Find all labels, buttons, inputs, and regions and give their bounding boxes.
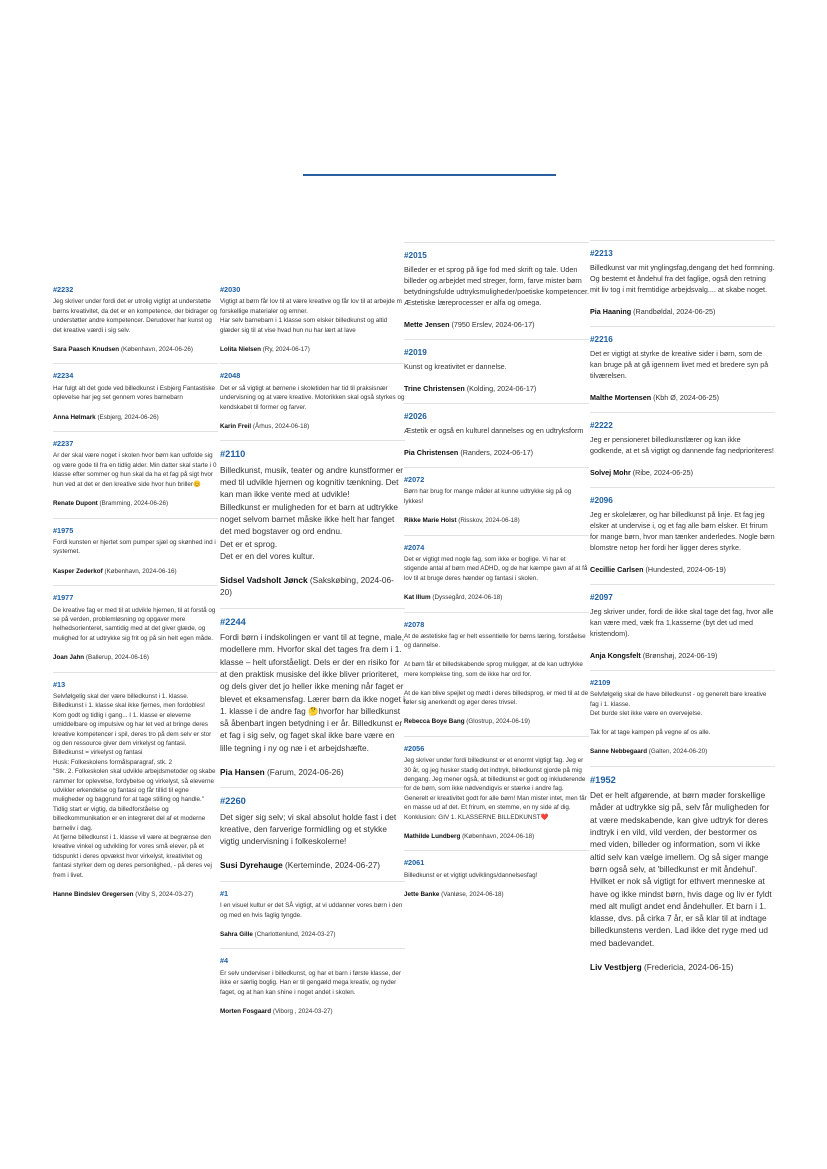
signature-entry (404, 612, 589, 727)
signer-location-date: (Kbh Ø, 2024-06-25) (651, 393, 720, 402)
entry-number: #2213 (590, 249, 613, 258)
column-4 (590, 240, 775, 982)
signature-entry (404, 467, 589, 526)
entry-signature (404, 593, 589, 602)
entry-number: #2260 (220, 796, 246, 807)
signer-name: Pia Haaning (590, 307, 632, 316)
entry-comment: At de æstetiske fag er helt essentielle for børns læring, forståelse og dannelse. At børn får et billedskabende sprog muliggør, at de kan udtrykke mere komplekse ting, som de ikke har ord for. At de kan blive spejlet og mødt i deres billedsprog, er med til at de føler sig anerkendt og øger deres trivsel. (404, 633, 589, 706)
entry-number: #2061 (404, 858, 425, 868)
entry-number: #2096 (590, 496, 613, 505)
entry-comment: Kunst og kreativitet er dannelse. (404, 362, 507, 371)
entry-number: #1977 (53, 593, 74, 603)
signer-name: Sanne Nebbegaard (590, 748, 648, 756)
entry-comment: Billedkunst var mit ynglingsfag,dengang det hed formning. Og bestemt et åndehul fra det faglige, også den retning mit liv tog i mit fremtidige arbejdsvalg.... at skabe noget. (590, 263, 775, 294)
entry-signature (404, 383, 589, 394)
signer-name: Jette Banke (404, 891, 440, 899)
signer-location-date: (Randbøldal, 2024-06-25) (631, 307, 716, 316)
entry-comment: Jeg er skolelærer, og har billedkunst på linje. Et fag jeg elsker at undervise i, og et fag alle børn elsker. Et frirum for mange børn, hvor man tænker anderledes. Nogle børn blomstre netop her fordi her ligger deres styrke. (590, 510, 775, 552)
column-2 (220, 278, 405, 1025)
signature-entry (590, 240, 775, 317)
entry-number: #2026 (404, 412, 427, 421)
entry-signature (404, 832, 589, 841)
entry-signature (53, 499, 218, 508)
entry-signature (590, 306, 775, 317)
signer-location-date: (Dyssegård, 2024-06-18) (430, 594, 503, 602)
entry-number: #13 (53, 679, 66, 689)
entry-number: #2056 (404, 743, 425, 753)
entry-signature (220, 1007, 405, 1016)
signer-name: Rebecca Boye Bang (404, 718, 465, 726)
entry-comment: Børn har brug for mange måder at kunne udtrykke sig på og lykkes! (404, 488, 572, 505)
signature-entry (53, 363, 218, 422)
signer-location-date: (København, 2024-06-26) (119, 346, 194, 354)
entry-signature (220, 930, 405, 939)
entry-number: #2237 (53, 439, 74, 449)
signer-location-date: (Glostrup, 2024-06-19) (464, 718, 530, 726)
signature-entry (590, 487, 775, 575)
signer-location-date: (Århus, 2024-06-18) (251, 423, 310, 431)
signer-name: Karin Freil (220, 423, 252, 431)
signer-location-date: (København, 2024-06-16) (102, 567, 177, 575)
signature-entry (590, 766, 775, 973)
entry-number: #2078 (404, 619, 425, 629)
entry-comment: Det er helt afgørende, at børn møder forskellige måder at udtrykke sig på, selv får muligheden for at være medskabende, kan give udtryk for deres indtryk i en vild, vild verden, der bestormer os med viden, billeder og information, som vi ikke altid selv kan vælge imellem. Og så siger mange børn også selv, at 'billedkunst er mit åndehul'. Hvilket er nok så vigtigt for ethvert menneske at have og ikke mindst børn, hvis dage og liv er fyldt med alt muligt andet end åndehuller. Et barn i 1. klasse, dvs. på cirka 7 år, er så klar til at indtage billedkunstens verden. Lad ikke det ryge med ud med badevandet. (590, 790, 772, 948)
signer-location-date: (Sakskøbing, 2024-06-20) (220, 575, 394, 598)
entry-signature (53, 413, 218, 422)
signer-name: Sidsel Vadsholt Jønck (220, 575, 308, 586)
entry-comment: Det er vigtigt med nogle fag, som ikke er boglige. Vi har et stigende antal af børn med ADHD, og de har kæmpe gavn af at få lov til at bruge deres hænder og fantasi i skolen. (404, 556, 588, 582)
signer-name: Anna Hølmark (53, 413, 96, 421)
entry-number: #2048 (220, 371, 241, 381)
signer-location-date: (Farum, 2024-06-26) (264, 767, 344, 777)
signature-entry (404, 403, 589, 458)
signature-entry (53, 431, 218, 508)
entry-number: #2109 (590, 678, 611, 687)
column-1 (53, 278, 218, 909)
signer-location-date: (Esbjerg, 2024-06-26) (95, 413, 159, 421)
entry-signature (53, 653, 218, 662)
entry-number: #2015 (404, 251, 427, 260)
signer-name: Sahra Gille (220, 931, 253, 938)
signer-location-date: (7950 Erslev, 2024-06-17) (449, 320, 535, 329)
signer-name: Pia Hansen (220, 767, 265, 777)
entry-signature (220, 574, 405, 599)
entry-comment: Billedkunst er et vigtigt udviklings/dannelsesfag! (404, 871, 538, 879)
entry-signature (590, 392, 775, 403)
signer-location-date: (Ribe, 2024-06-25) (630, 468, 694, 477)
signer-name: Pia Christensen (404, 448, 459, 457)
entry-signature (404, 447, 589, 458)
signer-location-date: (Galten, 2024-06-20) (647, 748, 708, 756)
signer-location-date: (Hundested, 2024-06-19) (643, 565, 726, 574)
signer-location-date: (Kerteminde, 2024-06-27) (282, 860, 381, 871)
entry-comment: Jeg skriver under fordi billedkunst er et enormt vigtigt fag. Jeg er 30 år, og jeg husker stadig det indtryk, billedkunst gjorde på mig dengang. Jeg mener også, at billedkunst er godt og inkluderende for de børn, som ikke nødvendigvis er stærke i andre fag. Generelt er kreativitet godt for alle børn! Man mister intet, men får en masse ud af det. Et frirum, en stemme, en ny side af dig. Konklusion: GIV 1. KLASSERNE BILLEDKUNST❤️ (404, 757, 587, 821)
entry-signature (404, 516, 589, 525)
entry-comment: Er selv underviser i billedkunst, og har et barn i første klasse, der ikke er særlig boglig. Han er til gengæld mega kreativ, og nyder faget, og at han kan shine i noget andet i skolen. (220, 969, 401, 996)
entry-comment: Billeder er et sprog på lige fod med skrift og tale. Uden billeder og arbejdet med streger, form, farve mister børn betydningsfulde udtryksmuligheder/poetiske kompetencer. Æstetiske læreprocesser er alfa og omega. (404, 265, 589, 307)
signer-name: Anja Kongsfelt (590, 651, 641, 660)
entry-signature (220, 766, 405, 778)
signer-name: Mathilde Lundberg (404, 832, 461, 840)
signer-name: Malthe Mortensen (590, 393, 652, 402)
signer-location-date: (Viby S, 2024-03-27) (133, 891, 194, 899)
signer-location-date: (Ry, 2024-06-17) (260, 346, 310, 354)
signature-entry (220, 787, 405, 871)
signature-entry (220, 881, 405, 940)
entry-number: #2074 (404, 542, 425, 552)
entry-number: #2019 (404, 348, 427, 357)
entry-signature (220, 345, 405, 354)
entry-number: #2232 (53, 285, 74, 294)
signer-name: Liv Vestbjerg (590, 962, 642, 972)
entry-signature (590, 564, 775, 575)
signer-name: Solvej Mohr (590, 468, 631, 477)
entry-signature (590, 467, 775, 478)
signature-entry (590, 326, 775, 403)
entry-signature (53, 345, 218, 354)
signer-location-date: (Bramming, 2024-06-26) (97, 500, 169, 508)
signer-name: Trine Christensen (404, 384, 465, 393)
signature-entry (53, 518, 218, 577)
entry-number: #1952 (590, 774, 616, 785)
entry-comment: Ar der skal være noget i skolen hvor børn kan udfolde sig og være gode til fra en tidlig alder. Min datter skal starte i 0 klasse efter sommer og hun skal da ha et fag på sigt hvor hun ved at det er den kreative side hvor hun briller😊 (53, 452, 217, 488)
signer-location-date: (Risskov, 2024-06-18) (456, 517, 520, 525)
entry-comment: Det siger sig selv; vi skal absolut holde fast i det kreative, den farverige formidling og et stykke vigtig undervisning i folkeskolerne! (220, 811, 397, 847)
entry-signature (404, 890, 589, 899)
signer-name: Hanne Bindslev Gregersen (53, 891, 134, 899)
entry-comment: Jeg er pensioneret billedkunstlærer og kan ikke godkende, at et så vigtigt og dannende fag nedprioriteres! (590, 435, 774, 455)
entry-comment: Har fulgt alt det gode ved billedkunst i Esbjerg Fantastiske oplevelse har jeg set gennem vores barnebarn (53, 384, 216, 402)
entry-comment: Billedkunst, musik, teater og andre kunstformer er med til udvikle hjernen og kognitiv tænkning. Det kan man ikke vente med at udvikle! Billedkunst er muligheden for et barn at udtrykke noget selvom barnet måske ikke helt har fanget det med bogstaver og ord endnu. Det er et sprog. Det er en del vores kultur. (220, 464, 404, 561)
entry-comment: Det er så vigtigt at børnene i skoletiden har tid til praksisnær undervisning og at være kreative. Motorikken skal også styrkes og kendskabet til former og farver. (220, 384, 405, 411)
signer-name: Mette Jensen (404, 320, 450, 329)
entry-number: #1975 (53, 525, 74, 535)
signature-entry (590, 412, 775, 478)
signer-name: Cecillie Carlsen (590, 565, 644, 574)
entry-comment: Selvfølgelig skal der være billedkunst i 1. klasse. Billedkunst i 1. klasse skal ikke fjernes, men fordobles! Kom godt og tidlig i gang... I 1. klasse er eleverne umiddelbare og impulsive og har let ved at bringe deres kreative kompetencer i spil, deres tro på dem selv er stor og den ressource giver dem virkelyst og fantasi. Billedkunst = virkelyst og fantasi Husk: Folkeskolens formålsparagraf, stk. 2 "Stk. 2. Folkeskolen skal udvikle arbejdsmetoder og skabe rammer for oplevelse, fordybelse og virkelyst, så eleverne udvikler erkendelse og fantasi og får tillid til egne muligheder og baggrund for at tage stilling og handle." Tidlig start er vigtig, da billedforståelse og billedkommunikation er en integreret del af et moderne børneliv i dag. At fjerne billedkunst i 1. klasse vil være at begrænse den kreative vinkel og udvikling for vores små elever, på et tidspunkt i deres opvækst hvor virkelyst, kreativitet og fantasi styrker dem og deres personlighed, - på deres vej frem i livet. (53, 692, 216, 879)
entry-comment: Fordi børn i indskolingen er vant til at tegne, male, modellere mm. Hvorfor skal det tages fra dem i 1. klasse – helt uforståeligt. Dels er der en risiko for at den praktisk musiske del ikke bliver prioriteret, og dels giver det jo heller ikke mening når faget er blevet et eksamensfag. Lærer børn da ikke noget i 1. klasse i de andre fag 🤔hvorfor har billedkunst så åbenbart ingen betydning i er år. Billedkunst er et fag i sig selv, og faget skal ikke bare være en lille tegning i ny og næ i et arbejdshæfte. (220, 632, 405, 753)
signature-entry (53, 285, 218, 354)
signer-name: Lolita Nielsen (220, 346, 261, 354)
entry-comment: Fordi kunsten er hjertet som pumper sjæl og skønhed ind i systemet. (53, 538, 216, 556)
entry-signature (220, 422, 405, 431)
entry-number: #2234 (53, 371, 74, 381)
signature-entry (53, 672, 218, 900)
signature-entry (220, 608, 405, 779)
entry-signature (53, 567, 218, 576)
signer-location-date: (Ballerup, 2024-06-16) (84, 654, 149, 662)
signature-entry (220, 363, 405, 431)
entry-signature (590, 650, 775, 661)
entry-comment: Jeg skriver under fordi det er utrolig vigtigt at understøtte børns kreativitet, da det er en kompetence, der bidrager og understøtter andre kompetencer. Derudover har kunst og det kreative værdi i sig selv. (53, 298, 218, 334)
signer-name: Sara Paasch Knudsen (53, 346, 120, 354)
entry-signature (220, 859, 405, 871)
entry-comment: Vigtigt at børn får lov til at være kreative og får lov til at arbejde m forskellige materialer og emner. Har selv barnebarn i 1 klasse som elsker billedkunst og altid glæder sig til at vise hvad hun nu har lært at lave (220, 298, 402, 334)
signer-location-date: (Fredericia, 2024-06-15) (641, 962, 734, 972)
entry-signature (53, 890, 218, 899)
header-rule (303, 174, 556, 176)
entry-number: #2110 (220, 449, 246, 460)
entry-number: #2222 (590, 421, 613, 430)
entry-comment: Æstetik er også en kulturel dannelses og en udtryksform (404, 426, 584, 435)
entry-comment: I en visuel kultur er det SÅ vigtigt, at vi uddanner vores børn i den og med en hvis faglig tyngde. (220, 902, 403, 919)
signer-name: Rikke Marie Holst (404, 517, 457, 525)
signer-name: Renate Dupont (53, 500, 98, 508)
entry-comment: Det er vigtigt at styrke de kreative sider i børn, som de kan bruge på at gå igennem livet med et bredere syn på tilværelsen. (590, 349, 769, 380)
signer-name: Morten Fosgaard (220, 1008, 272, 1016)
entry-signature (404, 717, 589, 726)
entry-signature (590, 961, 775, 973)
signer-name: Joan Jahn (53, 654, 85, 662)
entry-number: #2072 (404, 475, 425, 484)
signer-location-date: (Vanløse, 2024-06-18) (439, 891, 504, 899)
signer-name: Kasper Zederkof (53, 567, 103, 575)
signature-entry (53, 585, 218, 662)
signature-entry (220, 285, 405, 354)
signer-location-date: (Viborg , 2024-03-27) (271, 1008, 333, 1016)
entry-number: #4 (220, 956, 229, 966)
column-3 (404, 242, 589, 909)
signature-entry (404, 736, 589, 842)
signer-location-date: (Brønshøj, 2024-06-19) (640, 651, 718, 660)
entry-number: #1 (220, 888, 229, 898)
signature-entry (220, 440, 405, 598)
entry-number: #2244 (220, 616, 246, 627)
entry-signature (404, 319, 589, 330)
entry-number: #2030 (220, 285, 241, 294)
entry-comment: Selvfølgelig skal de have billedkunst - og generelt bare kreative fag i 1. klasse. Det burde slet ikke være en overvejelse. Tak for at tage kampen på vegne af os alle. (590, 691, 767, 737)
signer-name: Kat Illum (404, 594, 431, 602)
signer-name: Susi Dyrehauge (220, 860, 283, 871)
entry-number: #2216 (590, 335, 613, 344)
entry-comment: De kreative fag er med til at udvikle hjernen, til at forstå og se på verden, problemløsning og opgaver mere helhedsorienteret, samtidig med at det giver glæde, og mulighed for at udtrykke sig frit og på sin helt egen måde. (53, 606, 216, 642)
signer-location-date: (Kolding, 2024-06-17) (464, 384, 537, 393)
signer-location-date: (Randers, 2024-06-17) (458, 448, 534, 457)
signature-entry (590, 584, 775, 661)
signature-entry (404, 850, 589, 899)
signature-entry (590, 670, 775, 757)
signer-location-date: (Charlottenlund, 2024-03-27) (252, 931, 336, 938)
signer-location-date: (København, 2024-06-18) (460, 832, 535, 840)
entry-signature (590, 747, 775, 756)
signature-entry (220, 948, 405, 1016)
entry-comment: Jeg skriver under, fordi de ikke skal tage det fag, hvor alle kan være med, væk fra 1.kasserne (byt det ud med kristendom). (590, 607, 774, 638)
entry-number: #2097 (590, 593, 613, 602)
signature-entry (404, 339, 589, 394)
signature-entry (404, 242, 589, 330)
signature-entry (404, 535, 589, 603)
